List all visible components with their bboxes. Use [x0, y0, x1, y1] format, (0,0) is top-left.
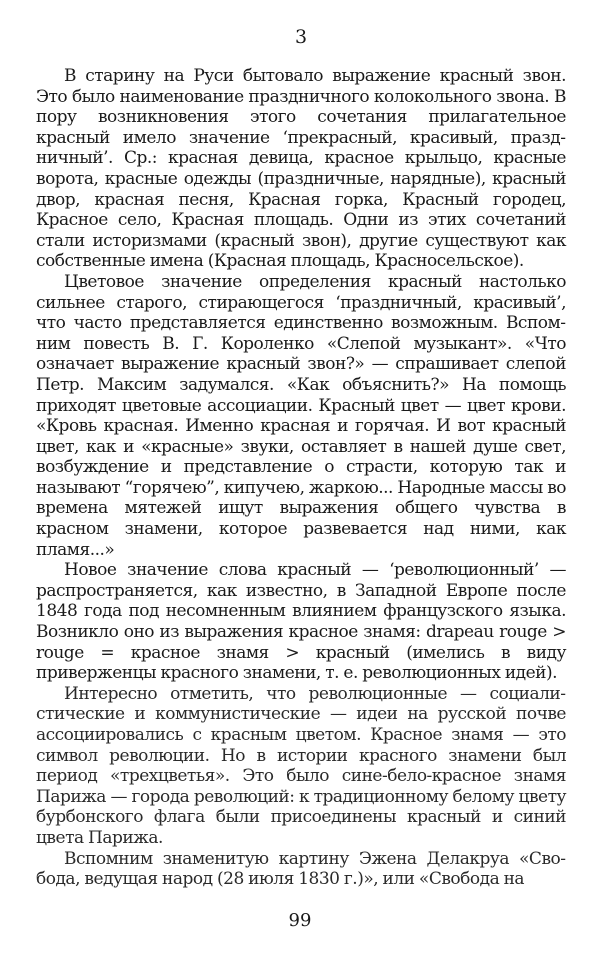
- page-body: [36, 26, 566, 890]
- paragraph: Интересно отметить, что революционные — социалистические и коммунистические — идеи на русской почве ассоциировались с красным цветом. Красное знамя — это символ революции. Но в истории красного знамени был период «трехцветья». Это было сине-бело-красное знамя Парижа — города революций: к традиционному белому цвету бурбонского флага были присоединены красный и синий цвета Парижа.: [36, 683, 566, 848]
- page-number: 99: [288, 910, 312, 931]
- paragraph: Цветовое значение определения красный настолько сильнее старого, стирающегося ‘праздничный, красивый’, что часто представляется единственно возможным. Вспомним повесть В. Г. Короленко «Слепой музыкант». «Что означает выражение красный звон?» — спрашивает слепой Петр. Максим задумался. «Как объяснить?» На помощь приходят цветовые ассоциации. Красный цвет — цвет крови. «Кровь красная. Именно красная и горячая. И вот красный цвет, как и «красные» звуки, оставляет в нашей душе свет, возбуждение и представление о страсти, которую так и называют “горячею”, кипучею, жаркою... Народные массы во времена мятежей ищут выражения общего чувства в красном знамени, которое развевается над ними, как пламя...»: [36, 271, 566, 560]
- paragraph: Вспомним знаменитую картину Эжена Делакруа «Свобода, ведущая народ (28 июля 1830 г.)», или «Свобода на: [36, 848, 566, 890]
- paragraph: Новое значение слова красный — ‘революционный’ — распространяется, как известно, в Западной Европе после 1848 года под несомненным влиянием французского языка. Возникло оно из выражения красное знамя: drapeau rouge > rouge = красное знамя > красный (имелись в виду приверженцы красного знамени, т. е. революционных идей).: [36, 560, 566, 684]
- chapter-marker: 3: [294, 26, 308, 48]
- paragraph: В старину на Руси бытовало выражение красный звон. Это было наименование праздничного колокольного звона. В пору возникновения этого сочетания прилагательное красный имело значение ‘прекрасный, красивый, праздничный’. Ср.: красная девица, красное крыльцо, красные ворота, красные одежды (праздничные, нарядные), красный двор, красная песня, Красная горка, Красный городец, Красное село, Красная площадь. Одни из этих сочетаний стали историзмами (красный звон), другие существуют как собственные имена (Красная площадь, Красносельское).: [36, 66, 566, 272]
